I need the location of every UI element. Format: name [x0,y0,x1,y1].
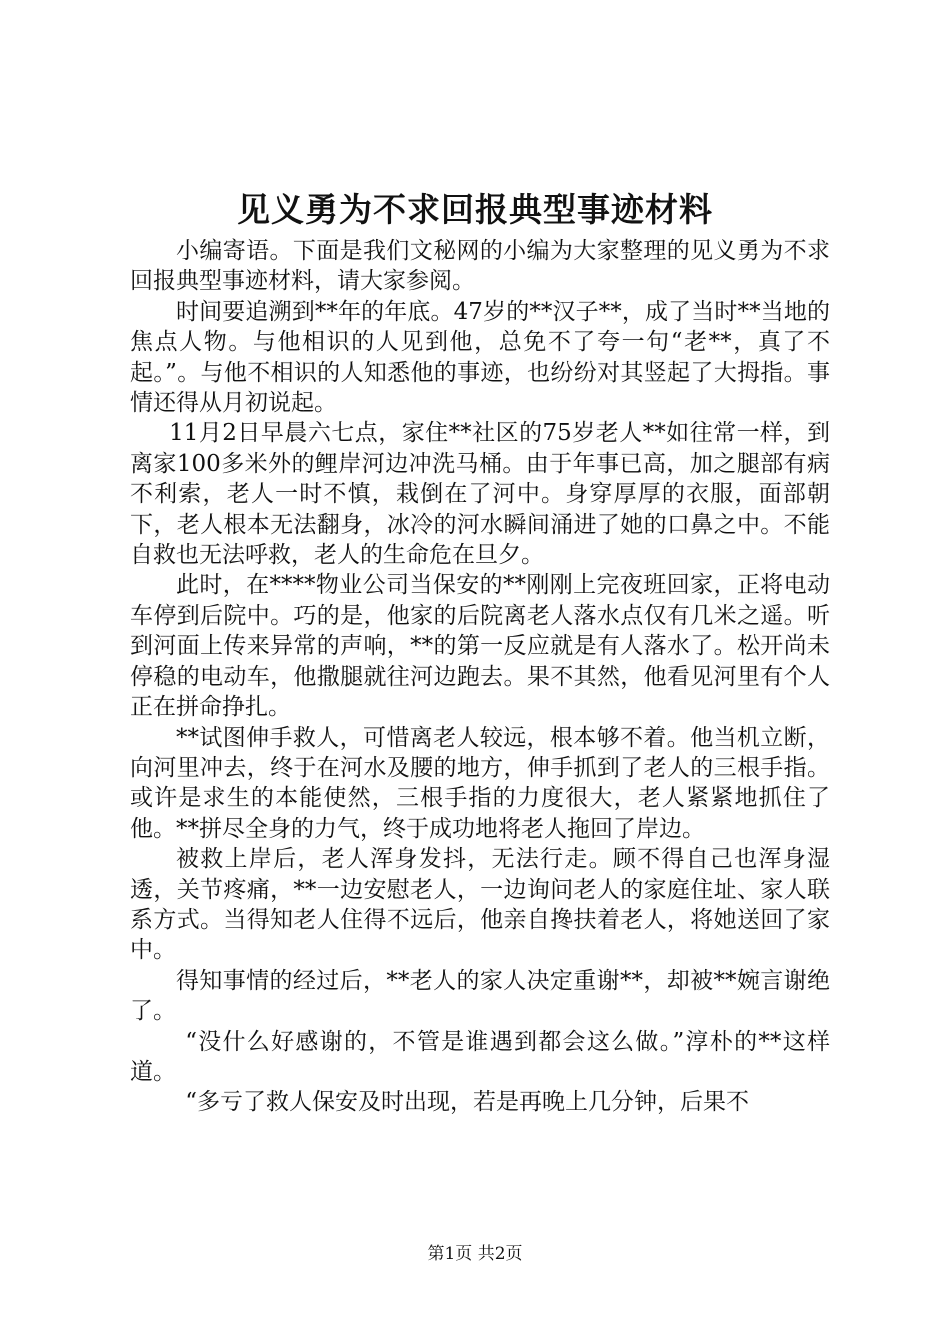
paragraph: 被救上岸后，老人浑身发抖，无法行走。顾不得自己也浑身湿透，关节疼痛，**一边安慰老人，一边询问老人的家庭住址、家人联系方式。当得知老人住得不远后，他亲自搀扶着老人，将她送回了家中。 [130,846,830,964]
paragraph: **试图伸手救人，可惜离老人较远，根本够不着。他当机立断，向河里冲去，终于在河水及腰的地方，伸手抓到了老人的三根手指。或许是求生的本能使然，三根手指的力度很大，老人紧紧地抓住了他。**拼尽全身的力气，终于成功地将老人拖回了岸边。 [130,724,830,842]
document-title: 见义勇为不求回报典型事迹材料 [237,190,713,229]
paragraph: 此时，在****物业公司当保安的**刚刚上完夜班回家，正将电动车停到后院中。巧的是，他家的后院离老人落水点仅有几米之遥。听到河面上传来异常的声响，**的第一反应就是有人落水了。松开尚未停稳的电动车，他撒腿就往河边跑去。果不其然，他看见河里有个人正在拼命挣扎。 [130,572,830,721]
document-body [130,236,830,1118]
paragraph: 小编寄语。下面是我们文秘网的小编为大家整理的见义勇为不求回报典型事迹材料，请大家参阅。 [130,238,830,295]
paragraph: 11月2日早晨六七点，家住**社区的75岁老人**如往常一样，到离家100多米外的鲤岸河边冲洗马桶。由于年事已高，加之腿部有病不利索，老人一时不慎，栽倒在了河中。身穿厚厚的衣服，面部朝下，老人根本无法翻身，冰冷的河水瞬间涌进了她的口鼻之中。不能自救也无法呼救，老人的生命危在旦夕。 [130,420,830,569]
paragraph: 得知事情的经过后，**老人的家人决定重谢**，却被**婉言谢绝了。 [130,967,830,1025]
paragraph: “没什么好感谢的，不管是谁遇到都会这么做。”淳朴的**这样道。 [130,1028,830,1085]
paragraph: 时间要追溯到**年的年底。47岁的**汉子**，成了当时**当地的焦点人物。与他相识的人见到他，总免不了夸一句“老**，真了不起。”。与他不相识的人知悉他的事迹，也纷纷对其竖起了大拇指。事情还得从月初说起。 [130,298,830,417]
page-footer: 第1页 共2页 [427,1244,523,1264]
paragraph: “多亏了救人保安及时出现，若是再晚上几分钟，后果不 [185,1089,749,1116]
